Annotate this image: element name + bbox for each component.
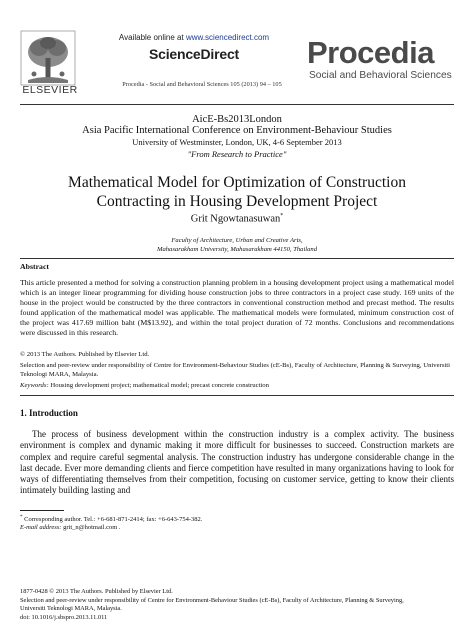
publisher-name: ELSEVIER (22, 84, 78, 96)
keywords (20, 382, 269, 389)
footer-doi[interactable]: doi: 10.1016/j.sbspro.2013.11.011 (20, 613, 108, 621)
sciencedirect-link[interactable]: www.sciencedirect.com (185, 33, 270, 42)
abstract-peer-review: Selection and peer-review under responsibility of Centre for Environment-Behaviour Studies (cE-Bs), Faculty of Architecture, Planning & Surveying, Universiti Teknologi MARA, Malaysia. (20, 362, 450, 378)
footnote-contact: Corresponding author. Tel.: +6-681-871-2414; fax: +6-643-754-382. (22, 516, 203, 524)
footnote-corresponding-author (20, 515, 202, 523)
conference-code: AicE-Bs2013London (192, 114, 282, 125)
sciencedirect-brand: ScienceDirect (148, 46, 239, 62)
page-footer (20, 588, 454, 622)
journal-citation: Procedia - Social and Behavioral Sciences 105 (2013) 94 – 105 (122, 81, 282, 88)
conference-name: Asia Pacific International Conference on Environment-Behaviour Studies (82, 125, 392, 136)
header-rule (20, 104, 454, 105)
affiliation-line-2: Mahasarakham University, Mahasarakham 44150, Thailand (156, 246, 318, 253)
abstract-top-rule (20, 258, 454, 259)
email-address[interactable]: grit_n@hotmail.com . (61, 524, 121, 531)
author-text: Grit Ngowtanasuwan (190, 213, 281, 225)
footnote-rule (20, 510, 64, 511)
abstract-bottom-rule (20, 395, 454, 396)
footer-university: Universiti Teknologi MARA, Malaysia. (20, 605, 122, 613)
footnote-mark: * (20, 515, 23, 520)
abstract-heading: Abstract (20, 262, 50, 271)
conference-motto: "From Research to Practice" (187, 149, 287, 159)
section-heading-introduction: 1. Introduction (20, 408, 78, 418)
footnote-email (20, 524, 121, 531)
keywords-label: Keywords: (20, 382, 49, 389)
article-title (20, 173, 454, 211)
footer-issn: 1877-0428 © 2013 The Authors. Published by Elsevier Ltd. (20, 588, 173, 595)
online-availability (110, 33, 278, 42)
title-line-2: Contracting in Housing Development Project (96, 193, 378, 210)
conference-location: University of Westminster, London, UK, 4-6 September 2013 (132, 137, 342, 147)
procedia-brand: Procedia (307, 35, 434, 70)
introduction-paragraph: The process of business development within the construction industry is a complex activity. The business environment is complex and dynamic making it more difficult for businesses to succeed. Construction markets are complex and require careful segmental analysis. The construction industry has undergone considerable change in the last decade. Ever more demanding clients and fierce competition have resulted in many organizations having to look for ways of differentiating themselves from their competition, focusing on customer service, getting to know their clients intimately building lasting and (20, 429, 454, 496)
abstract-body: This article presented a method for solving a construction planning problem in a housing development project using a mathematical model which is an integer linear programming for dividing house construction jobs to three contractors in a project case study. 169 units of the house in the project would be constructed by the three contractors in conventional construction method and precast method. The results found application of the mathematical model was applicable. The mathematical models were formulated, minimum construction cost of the project was 417.69 million baht (M$13.92), and within the total project duration of 72 months. Conclusions and recommendations were discussed in this research. (20, 278, 454, 337)
footer-peer-review: Selection and peer-review under responsibility of Centre for Environment-Behaviour Studies (cE-Bs), Faculty of Architecture, Planning & Surveying, (20, 596, 404, 604)
introduction-body (20, 429, 454, 497)
abstract-copyright: © 2013 The Authors. Published by Elsevier Ltd. (20, 351, 150, 358)
procedia-subtitle: Social and Behavioral Sciences (309, 70, 452, 81)
affiliation-line-1: Faculty of Architecture, Urban and Creative Arts, (171, 237, 303, 244)
online-prefix: Available online at (118, 33, 186, 42)
author-name (20, 213, 454, 225)
title-line-1: Mathematical Model for Optimization of Construction (68, 174, 406, 191)
email-label: E-mail address: (20, 524, 62, 531)
keywords-text: Housing development project; mathematical model; precast concrete construction (48, 382, 269, 389)
author-footnote-mark[interactable]: * (280, 213, 284, 219)
